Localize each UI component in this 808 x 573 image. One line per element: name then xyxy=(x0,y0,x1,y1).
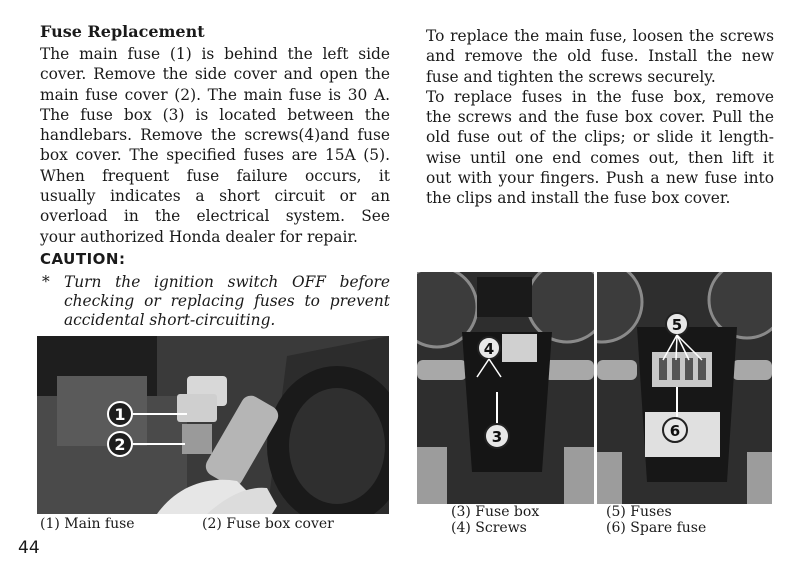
page-number: 44 xyxy=(18,538,40,558)
text-line: usually indicates a short circuit or an xyxy=(40,187,390,206)
text-line: box cover. The specified fuses are 15A (5). xyxy=(40,146,390,165)
fuses-photo xyxy=(597,272,772,504)
fuse-box-photo xyxy=(417,272,594,504)
callout-5-label: 5 xyxy=(671,316,683,334)
text-line: handlebars. Remove the screws(4)and fuse xyxy=(40,126,390,145)
caution-line: Turn the ignition switch OFF before xyxy=(64,273,390,291)
main-fuse-illustration xyxy=(37,336,389,514)
right-paragraph xyxy=(426,26,774,209)
caption-fuse-box-cover: (2) Fuse box cover xyxy=(202,516,334,532)
text-line: fuse and tighten the screws securely. xyxy=(426,67,716,86)
caution-bullet: * xyxy=(42,273,50,291)
callout-1-label: 1 xyxy=(114,405,126,424)
main-fuse-photo xyxy=(37,336,389,514)
callout-3-label: 3 xyxy=(491,428,503,446)
text-line: and remove the old fuse. Install the new xyxy=(426,47,774,66)
callout-2-label: 2 xyxy=(114,435,126,454)
caption-fuses: (5) Fuses xyxy=(606,504,672,520)
text-line: the screws and the fuse box cover. Pull the xyxy=(426,108,774,127)
text-line: old fuse out of the clips; or slide it length- xyxy=(426,128,774,147)
text-line: The main fuse (1) is behind the left side xyxy=(40,45,390,63)
left-paragraph xyxy=(40,44,390,247)
text-line: overload in the electrical system. See xyxy=(40,207,390,226)
caption-fuse-box: (3) Fuse box xyxy=(451,504,540,520)
caution-label: CAUTION: xyxy=(40,250,126,268)
caution-note xyxy=(40,273,390,330)
caution-line: accidental short-circuiting. xyxy=(64,311,276,329)
caption-screws: (4) Screws xyxy=(451,520,527,536)
text-line: To replace fuses in the fuse box, remove xyxy=(426,87,774,106)
caption-main-fuse: (1) Main fuse xyxy=(40,516,135,532)
caution-line: checking or replacing fuses to prevent xyxy=(64,292,390,310)
fuse-box-illustration xyxy=(417,272,594,504)
text-line: out with your fingers. Push a new fuse into xyxy=(426,169,774,188)
section-heading: Fuse Replacement xyxy=(40,22,205,41)
text-line: The fuse box (3) is located between the xyxy=(40,105,390,124)
text-line: cover. Remove the side cover and open the xyxy=(40,65,390,84)
caption-spare-fuse: (6) Spare fuse xyxy=(606,520,707,536)
text-line: the clips and install the fuse box cover. xyxy=(426,189,731,208)
text-line: To replace the main fuse, loosen the screws xyxy=(426,27,774,45)
callout-6-label: 6 xyxy=(669,422,681,440)
text-line: When frequent fuse failure occurs, it xyxy=(40,166,390,185)
text-line: main fuse cover (2). The main fuse is 30 A. xyxy=(40,85,390,104)
fuses-illustration xyxy=(597,272,772,504)
text-line: wise until one end comes out, then lift it xyxy=(426,148,774,167)
text-line: your authorized Honda dealer for repair. xyxy=(40,227,358,246)
callout-4-label: 4 xyxy=(483,340,495,358)
